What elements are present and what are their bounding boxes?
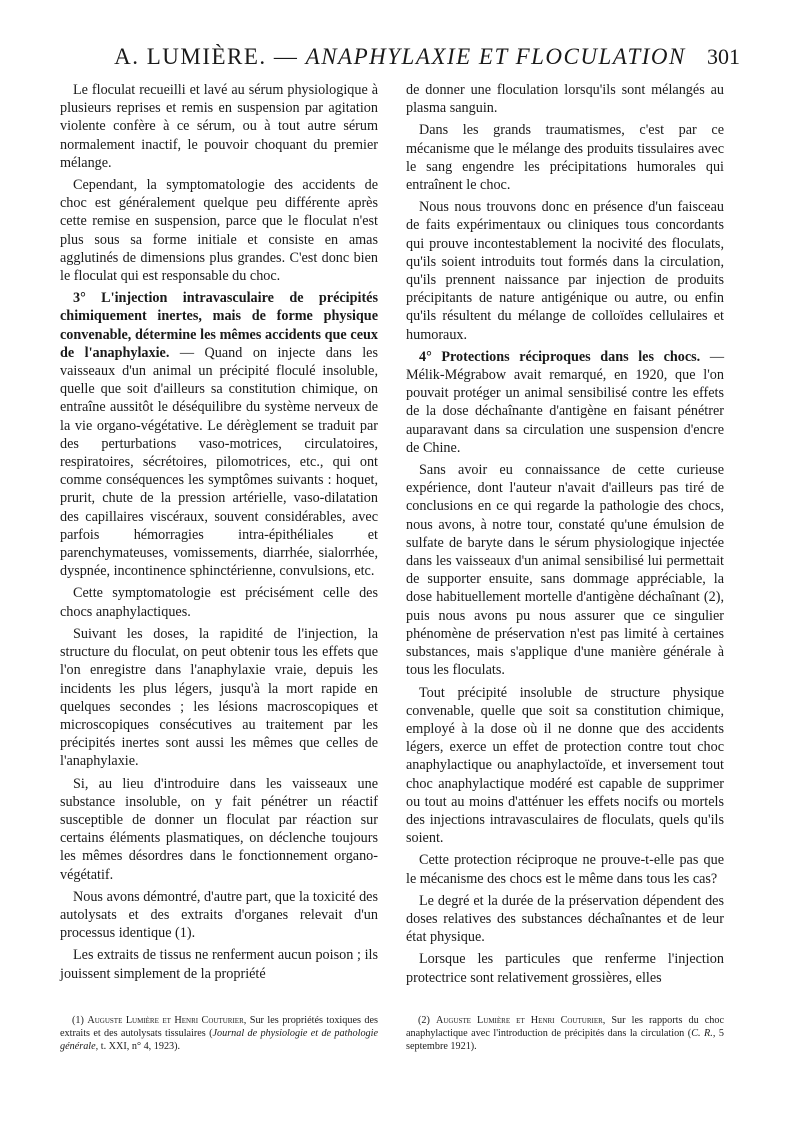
header-author: A. LUMIÈRE. xyxy=(114,44,267,69)
paragraph: Nous nous trouvons donc en présence d'un faisceau de faits expérimentaux ou cliniques tous concordants qui prouve incontestablement la nocivité des floculats, qu'ils soient introduits tout formés dans la circulation, qu'ils prennent naissance par injection de produits précipitants de nature antigénique ou autre, ou enfin qu'ils résultent du mélange de colloïdes cellulaires et humoraux. xyxy=(406,199,724,343)
paragraph: Tout précipité insoluble de structure physique convenable, quelle que soit sa constitution chimique, employé à la dose où il ne donne que des accidents légers, exerce un effet de protection contre tout choc anaphylactique ou anaphylactoïde, et inversement tout choc anaphylactique modéré est capable de supprimer ou tout au moins d'atténuer les effets nocifs ou mortels des injections intravasculaires de floculats, quels qu'ils soient. xyxy=(406,684,724,847)
running-title xyxy=(60,44,740,70)
page-number: 301 xyxy=(707,44,740,69)
section-heading-4: 4° Protections réciproques dans les chocs. xyxy=(419,348,701,365)
paragraph: Cette protection réciproque ne prouve-t-elle pas que le mécanisme des chocs est le même dans tous les cas? xyxy=(406,852,724,887)
paragraph: Nous avons démontré, d'autre part, que la toxicité des autolysats et des extraits d'organes relevait d'un processus identique (1). xyxy=(60,888,378,942)
footnote-reference-italic: C. R., xyxy=(691,1028,716,1039)
footnote-reference: 5 septembre 1921). xyxy=(406,1028,724,1052)
paragraph: Suivant les doses, la rapidité de l'injection, la structure du floculat, on peut obtenir tous les effets que l'on enregistre dans l'anaphylaxie vraie, depuis les incidents les plus légers, jusqu'à la mort rapide en quelques secondes ; les lésions macroscopiques et microscopiques consécutives au traitement par les précipités inertes sont aussi les mêmes que celles de l'anaphylaxie. xyxy=(60,625,378,770)
paragraph: Les extraits de tissus ne renferment aucun poison ; ils jouissent simplement de la propriété xyxy=(60,947,378,982)
footnote-1 xyxy=(60,1014,378,1053)
footnote-authors: Auguste Lumière et Henri Couturier, xyxy=(435,1015,606,1026)
paragraph: de donner une floculation lorsqu'ils sont mélangés au plasma sanguin. xyxy=(406,82,724,117)
paragraph: Si, au lieu d'introduire dans les vaisseaux une substance insoluble, on y fait pénétrer un réactif susceptible de donner un floculat par réaction sur certains éléments plasmatiques, on déclenche toujours les mêmes désordres dans le fonctionnement organo-végétatif. xyxy=(60,775,378,883)
paragraph: Cette symptomatologie est précisément celle des chocs anaphylactiques. xyxy=(60,585,378,620)
footnote-reference: t. XXI, n° 4, 1923). xyxy=(98,1041,181,1052)
footnote-marker: (1) xyxy=(72,1015,84,1026)
footnote-authors: Auguste Lumière et Henri Couturier, xyxy=(87,1015,247,1026)
section-paragraph-4 xyxy=(406,348,724,457)
paragraph: Dans les grands traumatismes, c'est par ce mécanisme que le mélange des produits tissulaires avec le sang engendre les précipitations humorales qui entraînent le choc. xyxy=(406,122,724,194)
section-body-4: — Mélik-Mégrabow avait remarqué, en 1920, que l'on pouvait protéger un animal sensibilisé contre les effets de la dose déchaînante d'antigène en faisant pénétrer auparavant dans sa circulation une suspension d'encre de Chine. xyxy=(406,348,725,456)
footnote-marker: (2) xyxy=(418,1015,430,1026)
footnote-text: Sur les propriétés toxiques des extraits et des autolysats tissulaires ( xyxy=(60,1015,379,1039)
footnote-text: Sur les rapports du choc anaphylactique avec l'introduction de précipités dans la circulation ( xyxy=(406,1015,724,1039)
header-title: ANAPHYLAXIE ET FLOCULATION xyxy=(305,44,686,69)
running-header xyxy=(60,44,740,74)
section-paragraph-3 xyxy=(60,289,378,580)
paragraph: Le degré et la durée de la préservation dépendent des doses relatives des substances déchaînantes et de leur état physique. xyxy=(406,892,724,946)
paragraph: Le floculat recueilli et lavé au sérum physiologique à plusieurs reprises et remis en suspension par agitation violente confère à ce sérum, ou à tout autre sérum normalement inactif, le pouvoir choquant du premier mélange. xyxy=(60,82,378,171)
footnote-journal: Journal de physiologie et de pathologie générale, xyxy=(60,1028,378,1052)
footnote-2 xyxy=(406,1014,724,1053)
right-column xyxy=(406,81,724,991)
paragraph: Sans avoir eu connaissance de cette curieuse expérience, dont l'auteur n'avait d'ailleurs pas tiré de conclusions en ce qui regarde la pathologie des chocs, nous avons, à notre tour, constaté qu'une émulsion de sulfate de baryte dans le sérum physiologique injectée dans les vaisseaux d'un animal sensibilisé lui permettait de supporter ensuite, sans dommage appréciable, la dose habituellement mortelle d'antigène déchaînant (2), puis nous avons pu nous assurer que ce singulier phénomène de préservation n'est pas limité à certaines substances, mais s'applique d'une manière générale à tous les floculats. xyxy=(406,462,724,679)
paragraph: Lorsque les particules que renferme l'injection protectrice sont relativement grossières, elles xyxy=(406,951,724,986)
left-column xyxy=(60,81,378,987)
paragraph: Cependant, la symptomatologie des accidents de choc est généralement quelque peu différente après cette remise en suspension, parce que le floculat n'est plus sous sa forme initiale et consiste en amas agglutinés de dimensions plus grandes. C'est donc bien le floculat qui est responsable du choc. xyxy=(60,177,378,285)
section-body-3: — Quand on injecte dans les vaisseaux d'un animal un précipité floculé insoluble, quelle que soit d'ailleurs sa constitution chimique, on entraîne aussitôt le déséquilibre du système nerveux de la vie organo-végétative. Le dérèglement se traduit par des perturbations vaso-motrices, circulatoires, respiratoires, sécrétoires, pilomotrices, etc., qui ont comme conséquences les symptômes suivants : hoquet, prurit, chute de la pression artérielle, vaso-dilatation des capillaires viscéraux, souvent considérables, avec parfois hémorragies intra-épithéliales et parenchymateuses, vomissements, diarrhée, sialorrhée, dyspnée, incontinence sphinctérienne, convulsions, etc. xyxy=(60,344,378,580)
section-heading-3: 3° L'injection intravasculaire de précipités chimiquement inertes, mais de forme physique convenable, détermine les mêmes accidents que ceux de l'anaphylaxie. xyxy=(60,290,378,361)
header-separator: — xyxy=(273,44,299,69)
